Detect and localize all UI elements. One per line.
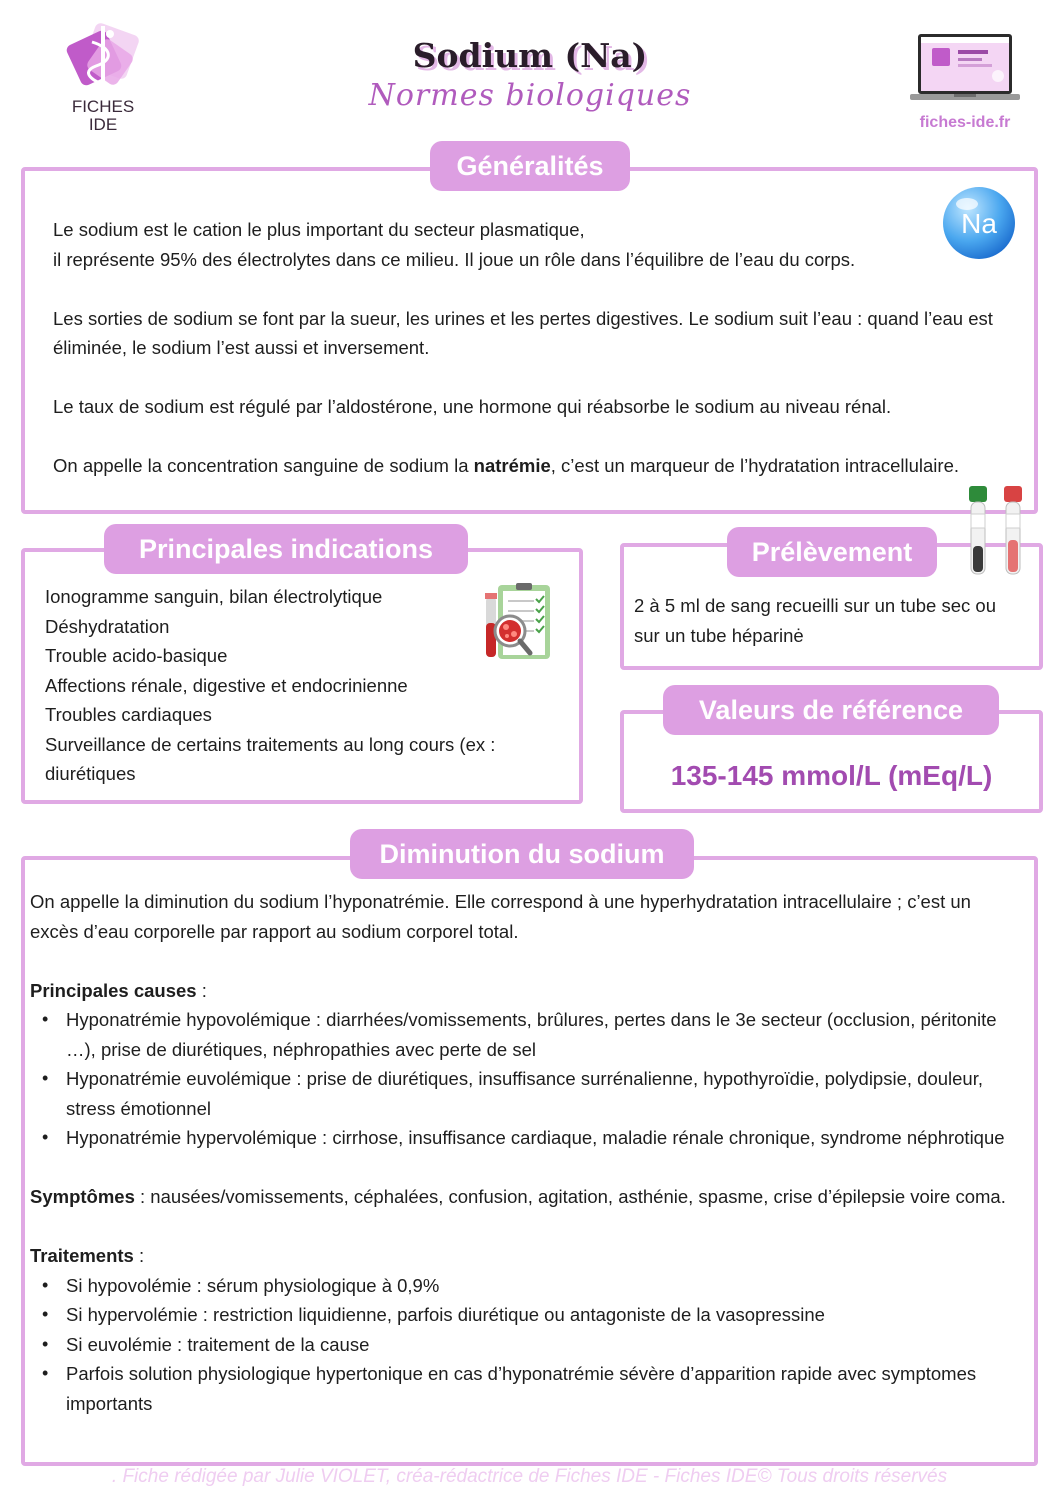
generalites-paragraph-1: Le sodium est le cation le plus important du secteur plasmatique, il représente 95% des électrolytes dans ce milieu. Il joue un rôle dans l’équilibre de l’eau du corps. [53,219,856,270]
diminution-heading: Diminution du sodium [350,829,694,879]
list-item: • Si hypovolémie : sérum physiologique à 0,9% [30,1271,1015,1301]
footer-credits: . Fiche rédigée par Julie VIOLET, créa-rédactrice de Fiches IDE - Fiches IDE© Tous droits réservés [111,1466,948,1487]
page-subtitle: Normes biologiques [368,78,692,113]
generalites-paragraph-4: On appelle la concentration sanguine de sodium la natrémie, c’est un marqueur de l’hydratation intracellulaire. [53,455,960,476]
list-item: • Si euvolémie : traitement de la cause [30,1330,1015,1360]
na-badge-text: Na [961,208,997,239]
indication-item: Troubles cardiaques [45,704,212,725]
traitements-label: Traitements : [30,1245,145,1266]
generalites-paragraph-3: Le taux de sodium est régulé par l’aldostérone, une hormone qui réabsorbe le sodium au niveau rénal. [53,396,892,417]
natremie-term: natrémie [473,455,551,476]
indication-item: Trouble acido-basique [45,645,228,666]
list-item: • Hyponatrémie euvolémique : prise de diurétiques, insuffisance surrénalienne, hypothyroïdie, polydipsie, douleur, stress émotionnel [30,1064,1015,1123]
list-item: • Hyponatrémie hypovolémique : diarrhées/vomissements, brûlures, pertes dans le 3e secteur (occlusion, péritonite …), prise de diurétiques, néphropathies avec perte de sel [30,1005,1015,1064]
blood-test-clipboard-icon [482,583,554,663]
traitements-list [30,1271,1015,1419]
blood-tubes-icon [966,484,1026,578]
generalites-paragraph-2: Les sorties de sodium se font par la sueur, les urines et les pertes digestives. Le sodium suit l’eau : quand l’eau est éliminée, le sodium l’est aussi et inversement. [53,307,993,358]
website-link[interactable]: fiches-ide.fr [919,114,1011,131]
indication-item: Ionogramme sanguin, bilan électrolytique [45,586,383,607]
diminution-box [21,856,1038,1466]
laptop-icon [910,32,1020,104]
logo-line-2: IDE [88,115,118,134]
diminution-intro: On appelle la diminution du sodium l’hyponatrémie. Elle correspond à une hyperhydratation intracellulaire ; c’est un excès d’eau corporelle par rapport au sodium corporel total. [30,891,971,942]
prelevement-heading: Prélèvement [727,527,937,577]
prelevement-text: 2 à 5 ml de sang recueilli sur un tube sec ou sur un tube héparinė [634,595,996,646]
fiches-ide-logo [48,20,158,140]
list-item: • Parfois solution physiologique hypertonique en cas d’hyponatrémie sévère d’apparition rapide avec symptomes importants [30,1359,1015,1418]
logo-line-1: FICHES [71,97,135,116]
indication-item: Affections rénale, digestive et endocrinienne [45,674,408,696]
indication-item: Déshydratation [45,615,170,637]
reference-value: 135-145 mmol/L (mEq/L) [670,760,993,791]
reference-heading: Valeurs de référence [663,685,999,735]
list-item: • Si hypervolémie : restriction liquidienne, parfois diurétique ou antagoniste de la vasopressine [30,1300,1015,1330]
generalites-box [21,167,1038,514]
indication-item: Surveillance de certains traitements au long cours (ex : diurétiques [45,733,496,784]
causes-label: Principales causes : [30,979,207,1001]
indications-heading: Principales indications [104,524,468,574]
page-title: Sodium (Na) [412,36,648,75]
generalites-heading: Généralités [430,141,630,191]
sodium-na-bubble-icon [940,184,1018,262]
symptomes-paragraph: Symptômes : nausées/vomissements, céphalées, confusion, agitation, asthénie, spasme, crise d’épilepsie voire coma. [30,1186,1006,1207]
caduceus-logo-icon [48,20,158,100]
list-item: • Hyponatrémie hypervolémique : cirrhose, insuffisance cardiaque, maladie rénale chronique, syndrome néphrotique [30,1123,1015,1153]
causes-list [30,1005,1015,1153]
